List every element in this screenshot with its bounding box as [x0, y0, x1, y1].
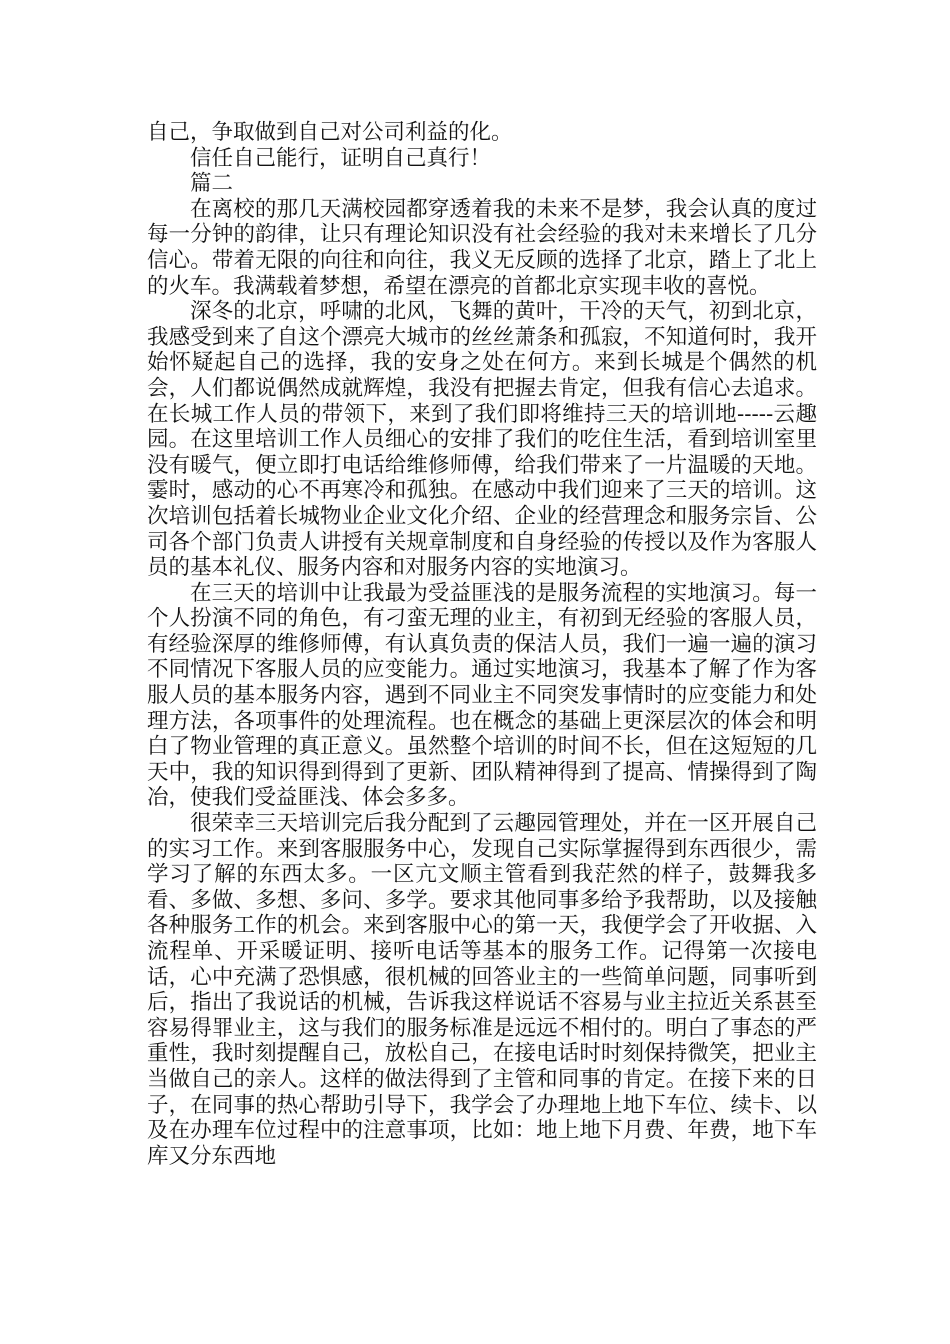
paragraph-training: 在三天的培训中让我最为受益匪浅的是服务流程的实地演习。每一个人扮演不同的角色，有刁蛮无理的业主，有初到无经验的客服人员，有经验深厚的维修师傅，有认真负责的保洁人员，我们一遍一遍的演习不同情况下客服人员的应变能力。通过实地演习，我基本了解了作为客服人员的基本服务内容，遇到不同业主不同突发事情时的应变能力和处理方法，各项事件的处理流程。也在概念的基础上更深层次的体会和明白了物业管理的真正意义。虽然整个培训的时间不长，但在这短短的几天中，我的知识得到得到了更新、团队精神得到了提高、情操得到了陶冶，使我们受益匪浅、体会多多。: [147, 580, 817, 811]
paragraph-leaving-school: 在离校的那几天满校园都穿透着我的未来不是梦，我会认真的度过每一分钟的韵律，让只有理论知识没有社会经验的我对未来增长了几分信心。带着无限的向往和向往，我义无反顾的选择了北京，踏上了北上的火车。我满载着梦想，希望在漂亮的首都北京实现丰收的喜悦。: [147, 196, 817, 299]
paragraph-internship: 很荣幸三天培训完后我分配到了云趣园管理处，并在一区开展自己的实习工作。来到客服服务中心，发现自己实际掌握得到东西很少，需学习了解的东西太多。一区亢文顺主管看到我茫然的样子，鼓舞我多看、多做、多想、多问、多学。要求其他同事多给予我帮助，以及接触各种服务工作的机会。来到客服中心的第一天，我便学会了开收据、入流程单、开采暖证明、接听电话等基本的服务工作。记得第一次接电话，心中充满了恐惧感，很机械的回答业主的一些简单问题，同事听到后，指出了我说话的机械，告诉我这样说话不容易与业主拉近关系甚至容易得罪业主，这与我们的服务标准是远远不相付的。明白了事态的严重性，我时刻提醒自己，放松自己，在接电话时时刻保持微笑，把业主当做自己的亲人。这样的做法得到了主管和同事的肯定。在接下来的日子，在同事的热心帮助引导下，我学会了办理地上地下车位、续卡、以及在办理车位过程中的注意事项，比如：地上地下月费、年费，地下车库又分东西地: [147, 811, 817, 1169]
document-page: [147, 120, 817, 1169]
paragraph-continuation: 自己，争取做到自己对公司利益的化。: [147, 120, 513, 145]
paragraph-winter-beijing: 深冬的北京，呼啸的北风，飞舞的黄叶，干冷的天气，初到北京，我感受到来了自这个漂亮大城市的丝丝萧条和孤寂，不知道何时，我开始怀疑起自己的选择，我的安身之处在何方。来到长城是个偶然的机会，人们都说偶然成就辉煌，我没有把握去肯定，但我有信心去追求。在长城工作人员的带领下，来到了我们即将维持三天的培训地-----云趣园。在这里培训工作人员细心的安排了我们的吃住生活，看到培训室里没有暖气，便立即打电话给维修师傅，给我们带来了一片温暖的天地。霎时，感动的心不再寒冷和孤独。在感动中我们迎来了三天的培训。这次培训包括着长城物业企业文化介绍、企业的经营理念和服务宗旨、公司各个部门负责人讲授有关规章制度和自身经验的传授以及作为客服人员的基本礼仪、服务内容和对服务内容的实地演习。: [147, 299, 817, 581]
section-heading: 篇二: [190, 171, 234, 197]
paragraph-motto: 信任自己能行，证明自己真行！: [190, 145, 492, 171]
